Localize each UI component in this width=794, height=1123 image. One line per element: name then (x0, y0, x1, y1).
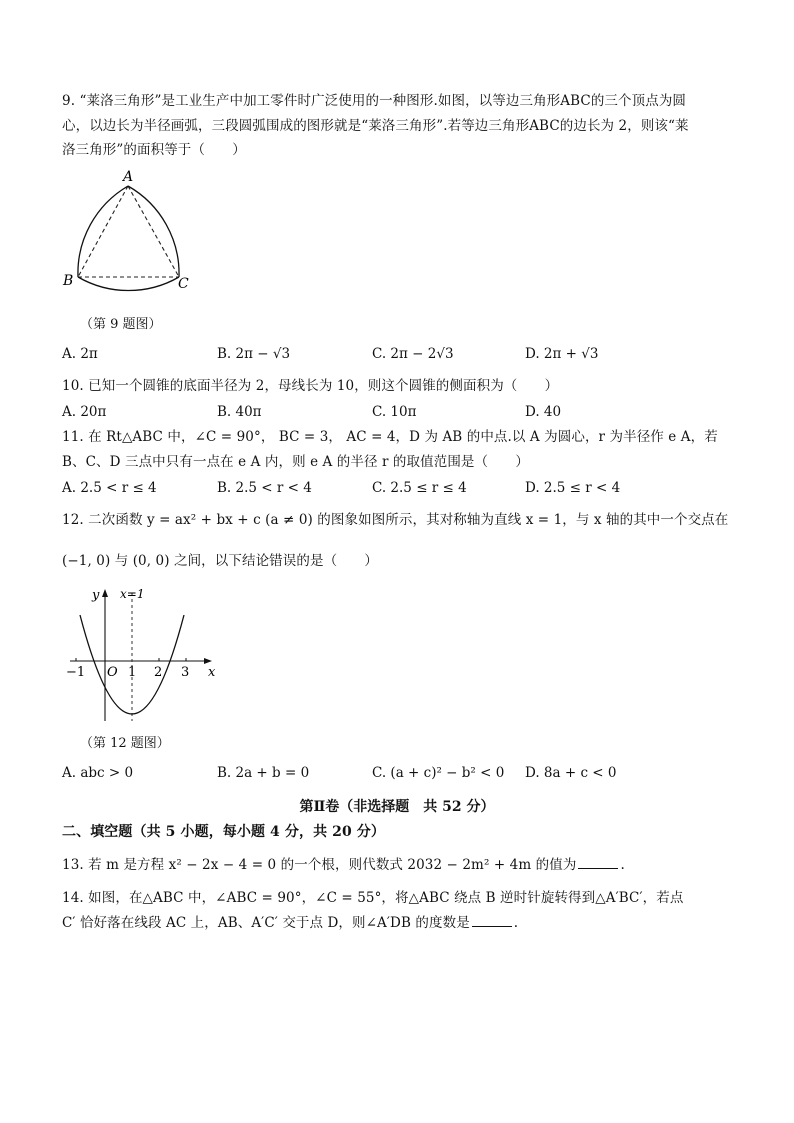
side-ab (78, 186, 128, 277)
label-b: B (63, 273, 74, 289)
q10-option-b: B. 40π (217, 404, 262, 420)
side-ac (128, 186, 179, 277)
q14-line-2 (62, 913, 518, 933)
q12-option-d: D. 8a + c < 0 (525, 765, 617, 781)
q10-option-c: C. 10π (372, 404, 417, 420)
q13-line (62, 855, 625, 875)
label-origin: O (107, 665, 118, 680)
q12-line-1: 12. 二次函数 y = ax² + bx + c (a ≠ 0) 的图象如图所示，其对称轴为直线 x = 1，与 x 轴的其中一个交点在 (62, 512, 729, 528)
q13-text: 13. 若 m 是方程 x² − 2x − 4 = 0 的一个根，则代数式 2032 − 2m² + 4m 的值为 (62, 857, 577, 873)
q9-option-a: A. 2π (62, 346, 98, 362)
q14-tail: . (513, 915, 519, 931)
q14-line-1: 14. 如图，在△ABC 中，∠ABC = 90°，∠C = 55°，将△ABC 绕点 B 逆时针旋转得到△A′BC′，若点 (62, 890, 684, 906)
arc-bc (78, 277, 179, 291)
q12-line-2: (−1, 0) 与 (0, 0) 之间，以下结论错误的是（ ） (62, 553, 378, 569)
q11-line-1: 11. 在 Rt△ABC 中，∠C = 90°， BC = 3， AC = 4，D 为 AB 的中点.以 A 为圆心，r 为半径作 e A，若 (62, 429, 718, 445)
parabola-figure (62, 583, 222, 725)
q13-answer-blank[interactable] (578, 856, 618, 869)
q11-option-d: D. 2.5 ≤ r < 4 (525, 480, 621, 496)
label-two: 2 (154, 665, 163, 680)
y-axis-arrow (102, 589, 108, 597)
label-a: A (123, 169, 134, 185)
label-three: 3 (181, 665, 190, 680)
q12-option-c: C. (a + c)² − b² < 0 (372, 765, 505, 781)
section2-title: 二、填空题（共 5 小题，每小题 4 分，共 20 分） (62, 824, 386, 840)
q13-tail: . (620, 857, 625, 873)
q12-option-a: A. abc > 0 (62, 765, 134, 781)
q10-option-a: A. 20π (62, 404, 107, 420)
q12-option-b: B. 2a + b = 0 (217, 765, 310, 781)
q12-caption: （第 12 题图） (80, 736, 170, 751)
label-c: C (178, 276, 189, 292)
label-one: 1 (128, 665, 137, 680)
x-axis-arrow (204, 658, 212, 664)
q9-option-b: B. 2π − √3 (217, 346, 291, 362)
q11-option-b: B. 2.5 < r < 4 (217, 480, 312, 496)
q11-option-a: A. 2.5 < r ≤ 4 (62, 480, 157, 496)
q9-option-c: C. 2π − 2√3 (372, 346, 454, 362)
part2-title: 第Ⅱ卷（非选择题 共 52 分） (299, 799, 495, 815)
q9-line-1: 9. “莱洛三角形”是工业生产中加工零件时广泛使用的一种图形.如图，以等边三角形ABC的三个顶点为圆 (62, 93, 687, 109)
q9-line-3: 洛三角形”的面积等于（ ） (62, 142, 246, 158)
q11-option-c: C. 2.5 ≤ r ≤ 4 (372, 480, 467, 496)
label-x: x (208, 665, 216, 680)
label-minus-one: −1 (66, 665, 86, 680)
label-symmetry: x=1 (120, 587, 145, 601)
label-y: y (92, 588, 100, 603)
q11-line-2: B、C、D 三点中只有一点在 e A 内，则 e A 的半径 r 的取值范围是（ ） (62, 454, 529, 470)
q9-option-d: D. 2π + √3 (525, 346, 599, 362)
q9-line-2: 心，以边长为半径画弧，三段圆弧围成的图形就是“莱洛三角形”.若等边三角形ABC的边长为 2，则该“莱 (62, 118, 689, 134)
q9-caption: （第 9 题图） (80, 317, 162, 332)
reuleaux-triangle-figure (58, 166, 208, 296)
q10-text: 10. 已知一个圆锥的底面半径为 2，母线长为 10，则这个圆锥的侧面积为（ ） (62, 378, 559, 394)
q14-answer-blank[interactable] (472, 914, 512, 927)
q10-option-d: D. 40 (525, 404, 562, 420)
q14-text: C′ 恰好落在线段 AC 上，AB、A′C′ 交于点 D，则∠A′DB 的度数是 (62, 915, 470, 931)
